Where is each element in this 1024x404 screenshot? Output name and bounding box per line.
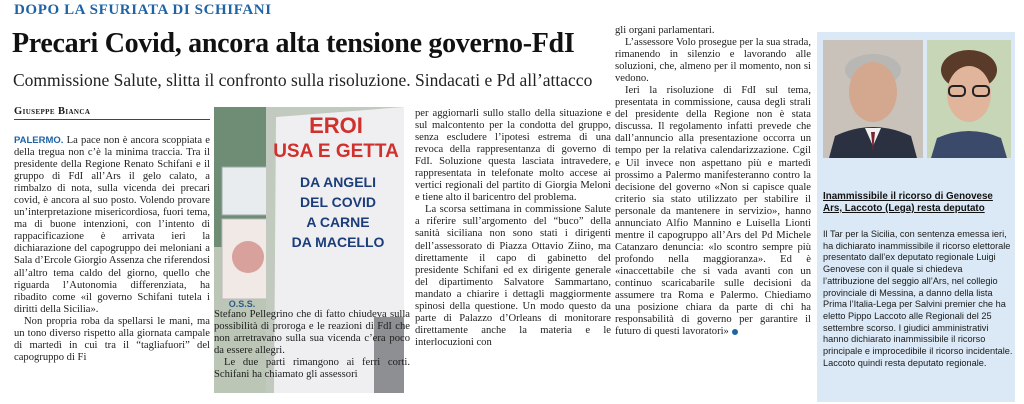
portrait-laccoto <box>927 40 1011 158</box>
article-column-3 <box>415 108 611 349</box>
article-paragraph <box>615 85 811 338</box>
article-paragraph: Non propria roba da spellarsi le mani, ma un tono diverso rispetto alla giornata campale di martedì in cui tra il “tagliafuori” del capogruppo di Fi <box>14 315 210 363</box>
article-column-1 <box>14 135 210 364</box>
end-of-article-icon <box>732 329 738 335</box>
article-paragraph: per aggiornarli sullo stallo della situazione e sul malcontento per la condotta del gruppo, senza escludere l’ipotesi estrema di una revoca della rappresentanza di governo di FdI. Soluzione questa lasciata intravedere, rappresentata in telefonate molto accese ai vertici regionali del partito di Giorgia Meloni e tiene alto il baricentro del problema. <box>415 108 611 204</box>
article-text: Ieri la risoluzione di FdI sul tema, presentata in commissione, causa degli strali del presidente della Regione non è stata discussa. Il regolamento infatti prevede che dall’annuncio alla presentazione occorra un tempo per la relativa calendarizzazione. Cgil e Uil invece non aspettano più e martedì prossimo a Palermo manifesteranno contro la decisione del governo «Non si capisce quale criterio sia stato utilizzato per stabilire il personale da mantenere in servizio», hanno annunciato Alfio Mannino e Luisella Lionti mentre il capogruppo all’Ars del Pd Michele Catanzaro denuncia: «lo scontro sempre più profondo nella maggioranza». Ed è «inaccettabile che si vada avanti con un continuo scaricabarile sulle decisioni da assumere tra Roma e Palermo. Chiediamo una posizione chiara da parte di chi ha responsabilità di governo per garantire il futuro di questi lavoratori» <box>615 85 811 338</box>
subheadline: Commissione Salute, slitta il confronto sulla risoluzione. Sindacati e Pd all’attacco <box>13 70 593 90</box>
sign-line-3: DA ANGELI <box>300 174 376 190</box>
article-paragraph: Stefano Pellegrino che di fatto chiudeva sulla possibilità di proroga e le reazioni di FdI che non arretravano sulla sua vicenda c’era poco da essere allegri. <box>214 309 410 357</box>
kicker: DOPO LA SFURIATA DI SCHIFANI <box>14 2 272 18</box>
sign-line-2: USA E GETTA <box>273 141 399 162</box>
article-paragraph: Le due parti rimangono ai ferri corti. Schifani ha chiamato gli assessori <box>214 357 410 381</box>
sign-line-1: EROI <box>309 113 363 138</box>
article-paragraph: La scorsa settimana in commissione Salute a riferire sull’argomento del “buco” della sanità siciliana non sono stati i dirigenti dell’assessorato di Piazza Ottavio Ziino, ma direttamente il capo di gabinetto del presidente Schifani ed ex dirigente generale del dipartimento Salvatore Sammartano, mandato a chiarire i dettagli maggiormente spinosi della questione. Un modo questo da parte di Palazzo d’Orleans di monitorare direttamente anche la materia e le interlocuzioni con <box>415 204 611 348</box>
article-paragraph: gli organi parlamentari. <box>615 25 715 36</box>
sign-line-5: A CARNE <box>306 214 370 230</box>
sidebar-box <box>817 32 1015 402</box>
article-column-2 <box>214 309 410 381</box>
sign-line-4: DEL COVID <box>300 194 376 210</box>
article-paragraph: L’assessore Volo prosegue per la sua strada, rimanendo in silenzio e lavorando alle soluzioni, che, almeno per il momento, non si vedono. <box>615 37 811 85</box>
portrait-genovese <box>823 40 923 158</box>
article-column-4 <box>615 25 811 338</box>
sign-small-text: O.S.S. <box>228 299 256 309</box>
headline: Precari Covid, ancora alta tensione governo-FdI <box>12 28 575 59</box>
byline: Giuseppe Bianca <box>14 106 210 120</box>
article-text: La pace non è ancora scoppiata e della tregua non c’è la minima traccia. Tra il presidente della Regione Renato Schifani e il gruppo di FdI all’Ars il gelo calato, a rimbalzo di nota, sulla vicenda dei precari covid, è ancora al suo posto. Volendo provare un’interpretazione misericordiosa, fuori tema, ma di buone intenzioni, con l’intento di rappacificazione è arrivata ieri la dichiarazione del capogruppo dei meloniani a Sala d’Ercole Giorgio Assenza che riferendosi all’altro tema caldo del giorno, quello che riguarda l’Autonomia differenziata, ha ribadito come «il governo Schifani tutela i diritti della Sicilia». <box>14 135 211 315</box>
sidebar-body: Il Tar per la Sicilia, con sentenza emessa ieri, ha dichiarato inammissibile il ricorso elettorale presentato dall’ex deputato regionale Luigi Genovese con il quale si chiedeva l’attribuzione del seggio all’Ars, nel collegio provinciale di Messina, a danno della lista Prima l’Italia-Lega per Salvini premier che ha eletto Pippo Laccoto alle Regionali del 25 settembre scorso. I giudici amministrativi hanno dichiarato inammissibile il ricorso principale e improcedibile il ricorso incidentale. Laccoto quindi resta deputato regionale. <box>823 229 1013 368</box>
sidebar-title: Inammissibile il ricorso di Genovese Ars, Laccoto (Lega) resta deputato <box>823 191 993 214</box>
article-paragraph <box>14 135 210 316</box>
dateline: PALERMO. <box>14 135 64 146</box>
sign-line-6: DA MACELLO <box>291 234 385 250</box>
